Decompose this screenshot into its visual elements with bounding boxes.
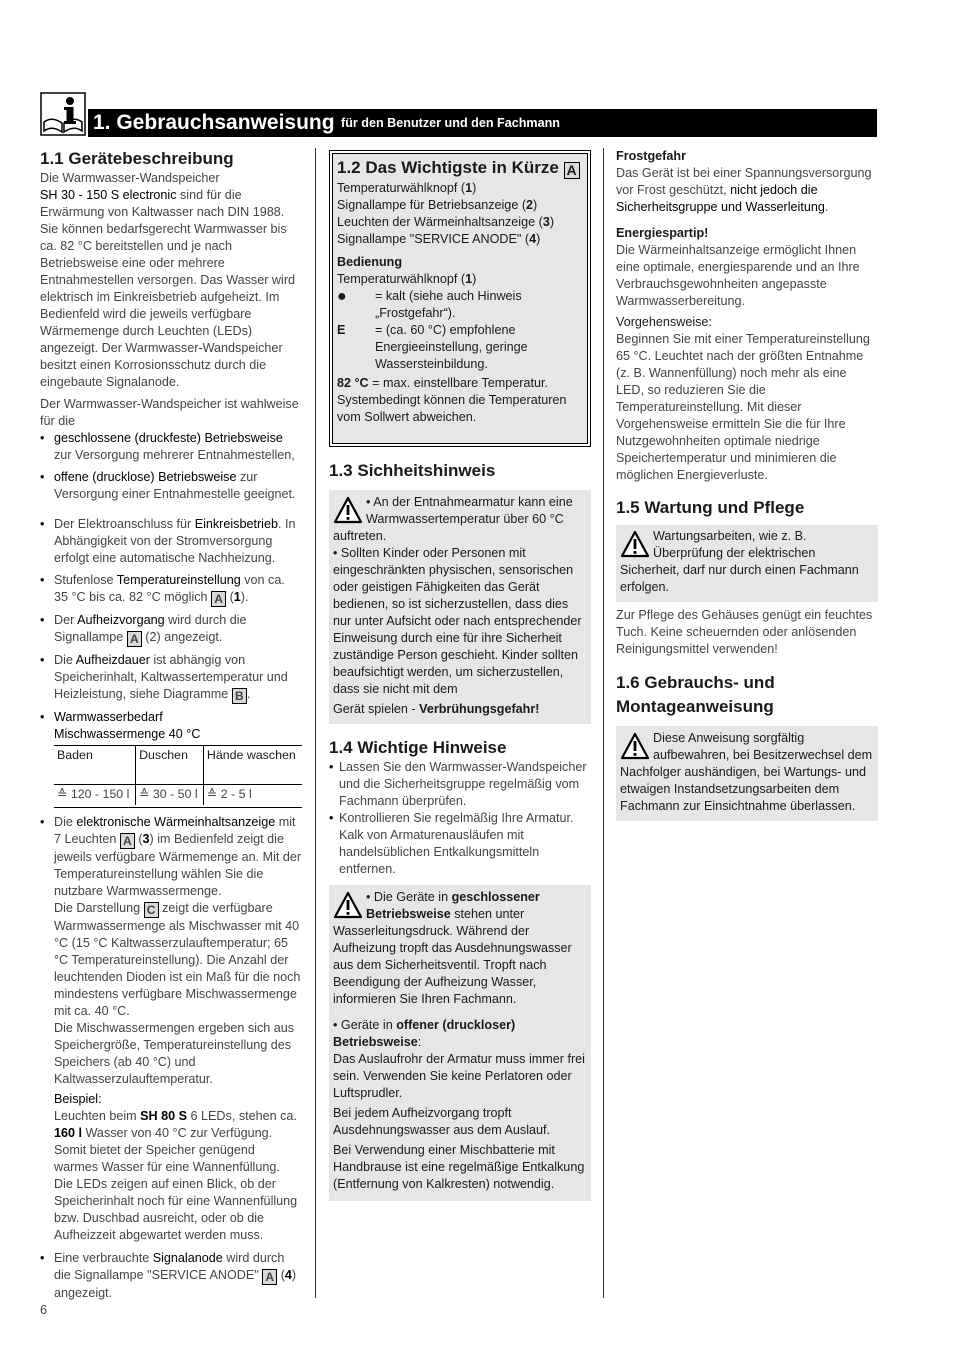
warning-text: Bei jedem Aufheizvorgang tropft Ausdehnungswasser aus dem Auslauf. <box>333 1106 551 1137</box>
section-title: 1.5 Wartung und Pflege <box>616 498 805 517</box>
section-title: 1.2 Das Wichtigste in Kürze <box>337 158 559 177</box>
paragraph: Der Warmwasser-Wandspeicher ist wahlweise für die <box>40 397 299 428</box>
figure-ref-a: A <box>564 162 580 179</box>
setting-82: 82 °C = max. einstellbare Temperatur. <box>337 376 548 390</box>
warning-text: Das Auslaufrohr der Armatur muss immer frei sein. Verwenden Sie keine Perlatoren oder Luftsprudler. <box>333 1052 585 1100</box>
subheading: Bedienung <box>337 255 403 269</box>
list-item: • Der Aufheizvorgang wird durch die Signallampe A (2) angezeigt. <box>40 612 302 647</box>
warning-box <box>329 885 591 1201</box>
section-1-1 <box>40 148 302 1302</box>
section-title: 1.1 Gerätebeschreibung <box>40 149 234 168</box>
table-cell: ≙ 120 - 150 l <box>57 787 130 801</box>
warning-box <box>616 726 878 821</box>
setting-cold: ● = kalt (siehe auch Hinweis „Frostgefahr“). <box>337 288 522 320</box>
legend-line: Signallampe für Betriebsanzeige (2) <box>337 198 538 212</box>
page-title: 1. Gebrauchsanweisung <box>93 111 335 134</box>
page-number: 6 <box>40 1303 48 1317</box>
warning-box <box>616 525 878 602</box>
section-1-4 <box>329 737 591 1201</box>
figure-ref-a: A <box>120 833 135 849</box>
figure-ref-c: C <box>144 902 159 918</box>
list-item: • offene (drucklose) Betriebsweise zur Versorgung einer Entnahmestelle geeignet. <box>40 469 302 503</box>
list-item: • Lassen Sie den Warmwasser-Wandspeicher und die Sicherheitsgruppe regelmäßig vom Fachmann überprüfen. <box>329 759 591 810</box>
subheading: Energiespartip! <box>616 226 709 240</box>
water-demand-table <box>54 745 302 805</box>
list-item: • Die Aufheizdauer ist abhängig von Speicherinhalt, Kaltwassertemperatur und Heizleistung, siehe Diagramme B . <box>40 652 302 704</box>
table-header: Baden <box>54 746 136 785</box>
note: Systembedingt können die Temperaturen vom Sollwert abweichen. <box>337 393 567 424</box>
legend-line: Leuchten der Wärmeinhaltsanzeige (3) <box>337 215 555 229</box>
list-item: • Eine verbrauchte Signalanode wird durch die Signallampe "SERVICE ANODE" A (4) angezeigt. <box>40 1250 302 1302</box>
figure-ref-a: A <box>127 631 142 647</box>
table-header: Hände waschen <box>203 746 302 785</box>
paragraph: Die Warmwasser-Wandspeicher SH 30 - 150 S electronic sind für die Erwärmung von Kaltwasser nach DIN 1988. Sie können bedarfsgerecht Warmwasser bis ca. 82 °C bereitstellen und je nach Betriebsweise eine oder mehrere Entnahmestellen versorgen. Das Wasser wird elektrisch im Einkreisbetrieb aufgeheizt. Im Bedienfeld wird die jeweils verfügbare Wärmemenge durch Leuchten (LEDs) angezeigt. Der Warmwasser-Wandspeicher besitzt einen Korrosionsschutz durch die eingebaute Signalanode. <box>40 171 296 389</box>
book-info-icon <box>40 92 86 136</box>
table-cell: ≙ 30 - 50 l <box>136 785 204 806</box>
page-subtitle: für den Benutzer und den Fachmann <box>341 116 561 130</box>
subheading: Vorgehensweise: <box>616 315 712 329</box>
paragraph: Beginnen Sie mit einer Temperatureinstellung 65 °C. Leuchtet nach der größten Entnahme (z. B. Wannenfüllung) noch mehr als eine LED, so reduzieren Sie die Temperatureinstellung. Mit dieser Vorgehensweise ermitteln Sie die für Ihre Nutzgewohnheiten optimale niedrige Speichertemperatur und minimieren die möglichen Energieverluste. <box>616 332 870 482</box>
warning-icon <box>333 496 363 524</box>
header-bar <box>88 109 877 137</box>
warning-icon <box>620 530 650 558</box>
table-cell: ≙ 2 - 5 l <box>203 785 302 806</box>
section-title: 1.4 Wichtige Hinweise <box>329 738 507 757</box>
column-divider <box>603 148 604 1298</box>
subheading: Frostgefahr <box>616 149 686 163</box>
section-1-3 <box>329 460 591 724</box>
setting-e: E = (ca. 60 °C) empfohlene Energieeinstellung, geringe Wassersteinbildung. <box>337 323 528 371</box>
paragraph: Zur Pflege des Gehäuses genügt ein feuchtes Tuch. Keine scheuernden oder anlösenden Reinigungsmittel verwenden! <box>616 608 873 656</box>
warning-text: • Die Geräte in geschlossener Betriebsweise stehen unter Wasserleitungsdruck. Während der Aufheizung tropft das Ausdehnungswasser aus dem Sicherheitsventil. Tropft nach Beendigung der Aufheizung Wasser, informieren Sie Ihren Fachmann. <box>333 890 572 1006</box>
warning-box <box>329 490 591 724</box>
list-item: • Die elektronische Wärmeinhaltsanzeige mit 7 Leuchten A (3) im Bedienfeld zeigt die jeweils verfügbare Wärmemenge an. Mit der Temperatureinstellung wählen Sie die nutzbare Warmwassermenge. Die Darstellung C zeigt die verfügbare Warmwassermenge als Mischwasser mit 40 °C (15 °C Kaltwasserzulauftemperatur; 65 °C Temperatureinstellung). Die Anzahl der leuchtenden Dioden ist ein Maß für die noch mindestens verfügbare Mischwassermenge mit ca. 40 °C. Die Mischwassermengen ergeben sich aus Speichergröße, Temperatureinstellung des Speichers (ab 40 °C) und Kaltwasserzulauftemperatur. <box>40 814 302 1088</box>
paragraph: Die Wärmeinhaltsanzeige ermöglicht Ihnen eine optimale, energiesparende und an Ihre Verbrauchsgewohnheiten angepasste Warmwasserbereitung. <box>616 243 860 308</box>
section-title: 1.6 Gebrauchs- und Montageanweisung <box>616 673 775 716</box>
list-item: • Kontrollieren Sie regelmäßig Ihre Armatur. Kalk von Armaturenausläufen mit handelsüblichen Entkalkungsmitteln entfernen. <box>329 810 591 878</box>
paragraph: Das Gerät ist bei einer Spannungsversorgung vor Frost geschützt, nicht jedoch die Sicherheitsgruppe und Wasserleitung. <box>616 166 872 214</box>
warning-text: • Sollten Kinder oder Personen mit eingeschränkten physischen, sensorischen oder geistigen Fähigkeiten das Gerät bedienen, so ist sicherzustellen, dass dies nur unter Aufsicht oder nach entsprechender Einweisung durch eine für ihre Sicherheit zuständige Person geschieht. Kinder sollten beaufsichtigt werden, um sicherzustellen, dass sie nicht mit dem <box>333 546 582 696</box>
warning-icon <box>333 891 363 919</box>
example-text: Leuchten beim SH 80 S 6 LEDs, stehen ca. 160 l Wasser von 40 °C zur Verfügung. Somit bietet der Speicher genügend warmes Wasser für eine Wannenfüllung. Die LEDs zeigen auf einen Blick, ob der Speicherinhalt noch für eine Wannenfüllung bzw. Duschbad ausreicht, oder ob die Aufheizzeit abgewartet werden muss. <box>54 1109 298 1242</box>
dot-icon: ● <box>337 288 347 305</box>
list-item: • Der Elektroanschluss für Einkreisbetrieb. In Abhängigkeit von der Stromversorgung erfolgt eine automatische Nachheizung. <box>40 516 302 567</box>
warning-text: Wartungsarbeiten, wie z. B. Überprüfung der elektrischen Sicherheit, darf nur durch einen Fachmann erfolgen. <box>620 529 859 594</box>
table-header: Duschen <box>136 746 204 785</box>
warning-text: • An der Entnahmearmatur kann eine Warmwassertemperatur über 60 °C auftreten. <box>333 495 573 543</box>
section-1-2 <box>337 156 585 426</box>
list-item: • Warmwasserbedarf Mischwassermenge 40 °C <box>40 709 302 743</box>
figure-ref-b: B <box>232 688 247 704</box>
list-item: • Stufenlose Temperatureinstellung von ca. 35 °C bis ca. 82 °C möglich A (1). <box>40 572 302 607</box>
legend-line: Signallampe "SERVICE ANODE" (4) <box>337 232 541 246</box>
section-title: 1.3 Sichheitshinweis <box>329 461 496 480</box>
warning-text: Bei Verwendung einer Mischbatterie mit Handbrause ist eine regelmäßige Entkalkung (Entfernung von Kalkresten) notwendig. <box>333 1143 585 1191</box>
warning-text: Gerät spielen - Verbrühungsgefahr! <box>333 702 540 716</box>
list-item: • geschlossene (druckfeste) Betriebsweise zur Versorgung mehrerer Entnahmestellen, <box>40 430 302 464</box>
figure-ref-a: A <box>262 1269 277 1285</box>
legend-line: Temperaturwählknopf (1) <box>337 181 477 195</box>
warning-text: • Geräte in offener (druckloser) Betriebsweise: <box>333 1018 516 1049</box>
legend-line: Temperaturwählknopf (1) <box>337 272 477 286</box>
figure-ref-a: A <box>211 591 226 607</box>
example-title: Beispiel: <box>54 1092 102 1106</box>
warning-icon <box>620 732 650 760</box>
column-divider <box>315 148 316 1298</box>
column-3 <box>616 148 878 821</box>
warning-text: Diese Anweisung sorgfältig aufbewahren, bei Besitzerwechsel dem Nachfolger aushändigen, bei Wartungs- und etwaigen Instandsetzungsarbeiten dem Fachmann zur Einsichtnahme überlassen. <box>620 731 873 813</box>
